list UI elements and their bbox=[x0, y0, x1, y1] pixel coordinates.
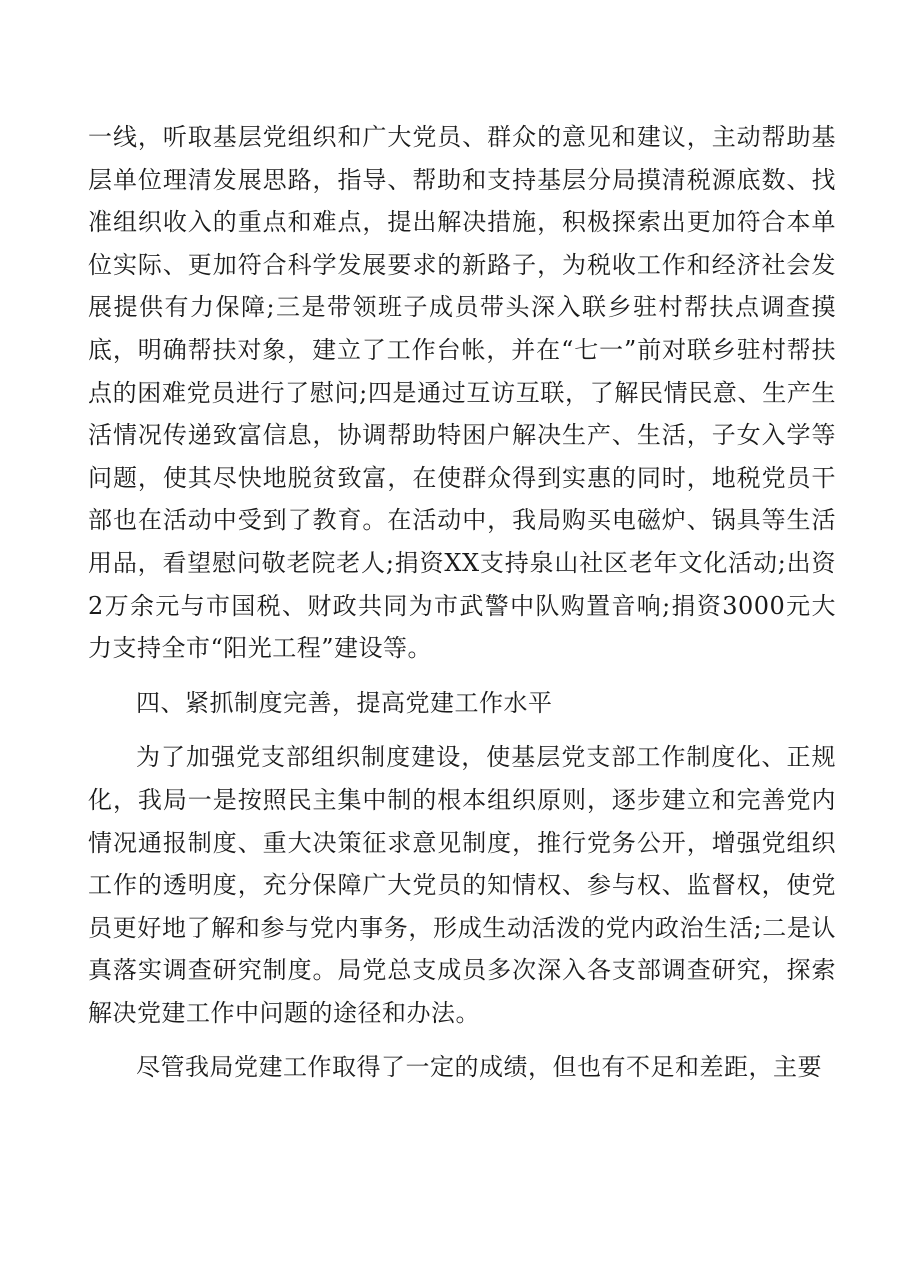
paragraph-shortcomings: 尽管我局党建工作取得了一定的成绩，但也有不足和差距，主要 bbox=[136, 1053, 822, 1082]
document-body bbox=[88, 116, 836, 1101]
section-heading-4: 四、紧抓制度完善，提高党建工作水平 bbox=[136, 688, 553, 717]
paragraph-system-building: 为了加强党支部组织制度建设，使基层党支部工作制度化、正规化，我局一是按照民主集中制的根本组织原则，逐步建立和完善党内情况通报制度、重大决策征求意见制度，推行党务公开，增强党组织工作的透明度，充分保障广大党员的知情权、参与权、监督权，使党员更好地了解和参与党内事务，形成生动活泼的党内政治生活;二是认真落实调查研究制度。局党总支成员多次深入各支部调查研究，探索解决党建工作中问题的途径和办法。 bbox=[88, 743, 836, 1027]
paragraph-continuation: 一线，听取基层党组织和广大党员、群众的意见和建议，主动帮助基层单位理清发展思路，指导、帮助和支持基层分局摸清税源底数、找准组织收入的重点和难点，提出解决措施，积极探索出更加符合本单位实际、更加符合科学发展要求的新路子，为税收工作和经济社会发展提供有力保障;三是带领班子成员带头深入联乡驻村帮扶点调查摸底，明确帮扶对象，建立了工作台帐，并在“七一”前对联乡驻村帮扶点的困难党员进行了慰问;四是通过互访互联，了解民情民意、生产生活情况传递致富信息，协调帮助特困户解决生产、生活，子女入学等问题，使其尽快地脱贫致富，在使群众得到实惠的同时，地税党员干部也在活动中受到了教育。在活动中，我局购买电磁炉、锅具等生活用品，看望慰问敬老院老人;捐资XX支持泉山社区老年文化活动;出资2万余元与市国税、财政共同为市武警中队购置音响;捐资3000元大力支持全市“阳光工程”建设等。 bbox=[88, 123, 836, 663]
